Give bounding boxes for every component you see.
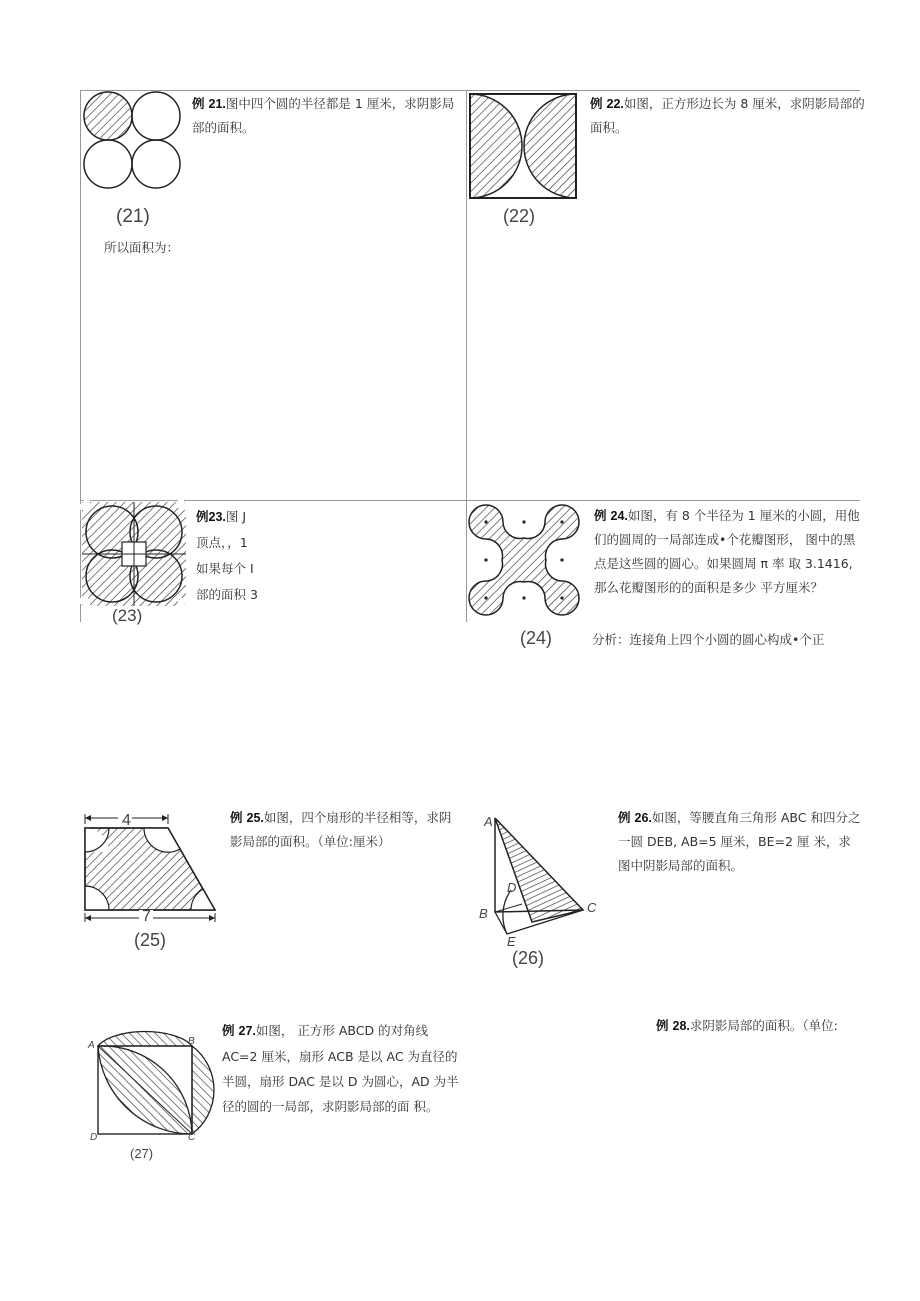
example-line: 图 J — [225, 509, 247, 524]
vertex-label: A — [484, 814, 493, 829]
example-23 — [196, 504, 316, 608]
vertex-label: C — [188, 1132, 196, 1143]
example-line: 顶点，，1 — [196, 535, 248, 550]
example-number: 21. — [208, 97, 226, 111]
figure-24 — [466, 502, 582, 618]
figure-caption: (23) — [112, 606, 143, 625]
figure-caption: (21) — [116, 206, 150, 227]
example-number: 23. — [208, 510, 226, 524]
example-25 — [230, 806, 460, 854]
example-21 — [192, 92, 464, 140]
example-24 — [594, 504, 862, 600]
figure-caption: (27) — [130, 1146, 154, 1161]
example-text: 如图，正方形边长为 8 厘米，求阴影局部的面积。 — [590, 96, 865, 135]
figure-caption: (22) — [503, 206, 536, 226]
figure-27 — [86, 1024, 216, 1144]
example-text: 如图， 正方形 ABCD 的对角线 AC=2 厘米，扇形 ACB 是以 AC 为直径的半圆，扇形 DAC 是以 D 为圆心，AD 为半径的圆的一局部，求阴影局部的面 积。 — [222, 1023, 459, 1114]
example-prefix: 例 — [594, 509, 607, 523]
example-prefix: 例 — [618, 811, 631, 825]
example-text: 如图，有 8 个半径为 1 厘米的小圆，用他们的圆周的一局部连成•个花瓣图形， 图中的黑点是这些圆的圆心。如果圆周 π 率 取 3.1416,那么花瓣图形的的面积是多少 平方厘米？ — [594, 508, 860, 595]
figure-22 — [468, 92, 578, 200]
table-rule — [80, 500, 860, 501]
example-prefix: 例 — [230, 811, 243, 825]
figure-25 — [80, 806, 222, 922]
analysis-text: 分析：连接角上四个小圆的圆心构成•个正 — [592, 632, 825, 647]
vertex-label: E — [507, 934, 516, 949]
example-prefix: 例 — [196, 510, 209, 524]
example-number: 25. — [246, 811, 264, 825]
example-prefix: 例 — [656, 1019, 669, 1033]
vertex-label: B — [188, 1036, 195, 1047]
example-number: 24. — [610, 509, 628, 523]
example-28 — [656, 1014, 866, 1038]
example-26 — [618, 806, 862, 878]
example-text: 如图，等腰直角三角形 ABC 和四分之一圆 DEB, AB=5 厘米，BE=2 厘 米，求图中阴影局部的面积。 — [618, 810, 861, 873]
example-27 — [222, 1018, 464, 1119]
vertex-label: B — [479, 906, 488, 921]
figure-caption: (26) — [512, 948, 545, 968]
example-number: 28. — [672, 1019, 690, 1033]
example-line: 如果每个 I — [196, 561, 254, 576]
example-line: 部的面积 3 — [196, 587, 258, 602]
figure-caption: (25) — [134, 930, 167, 950]
example-text: 如图，四个扇形的半径相等，求阴影局部的面积。（单位:厘米） — [230, 810, 452, 849]
example-text: 图中四个圆的半径都是 1 厘米，求阴影局部的面积。 — [192, 96, 455, 135]
example-prefix: 例 — [192, 97, 205, 111]
example-prefix: 例 — [590, 97, 603, 111]
vertex-label: D — [90, 1132, 98, 1143]
figure-caption: (24) — [520, 628, 553, 648]
example-22 — [590, 92, 866, 140]
vertex-label: D — [507, 880, 517, 895]
vertex-label: A — [88, 1040, 95, 1051]
example-number: 27. — [238, 1024, 256, 1038]
dimension-label: 4 — [122, 812, 131, 829]
example-number: 22. — [606, 97, 624, 111]
example-prefix: 例 — [222, 1024, 235, 1038]
example-text: 求阴影局部的面积。（单位: — [689, 1018, 838, 1033]
dimension-label: 7 — [142, 908, 151, 925]
table-rule — [80, 90, 860, 91]
figure-26 — [478, 812, 602, 952]
figure-23 — [82, 502, 186, 606]
figure-21 — [80, 90, 184, 194]
answer-note: 所以面积为： — [104, 240, 180, 255]
vertex-label: C — [587, 900, 597, 915]
example-number: 26. — [634, 811, 652, 825]
